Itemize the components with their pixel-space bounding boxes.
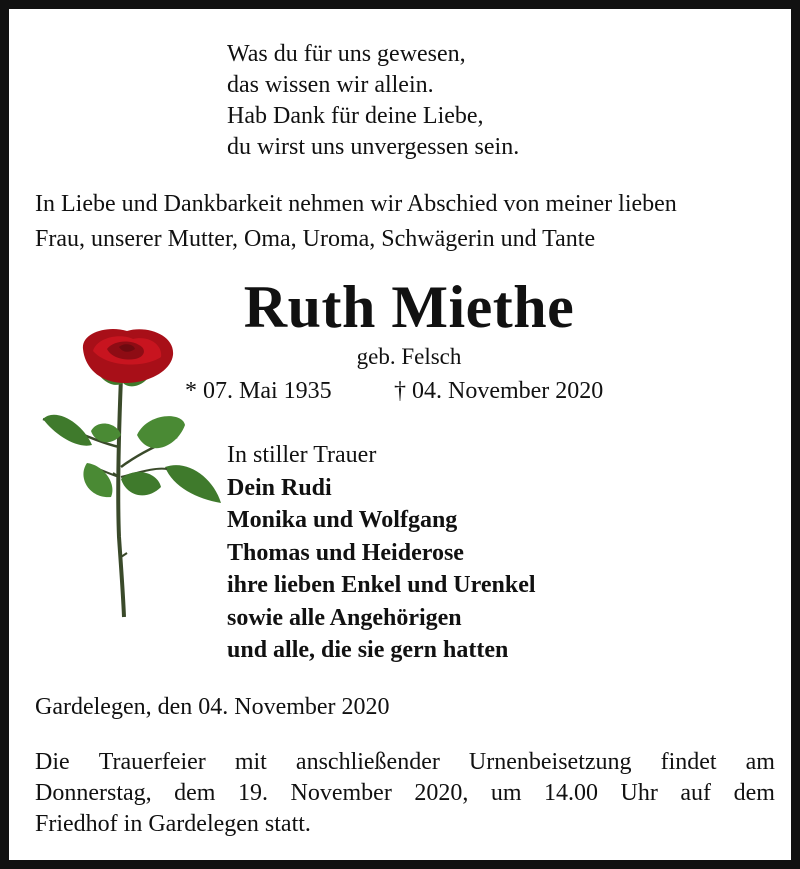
intro-line: In Liebe und Dankbarkeit nehmen wir Abschied von meiner lieben bbox=[35, 191, 677, 217]
funeral-line bbox=[35, 778, 775, 809]
poem-line: du wirst uns unvergessen sein. bbox=[227, 134, 520, 160]
funeral-word: um bbox=[490, 780, 522, 806]
funeral-word: auf bbox=[680, 780, 712, 806]
mourner-entry: ihre lieben Enkel und Urenkel bbox=[227, 572, 536, 598]
funeral-word: dem bbox=[174, 780, 216, 806]
funeral-word: Trauerfeier bbox=[98, 749, 206, 775]
intro-line: Frau, unserer Mutter, Oma, Uroma, Schwägerin und Tante bbox=[35, 226, 596, 252]
funeral-word: Urnenbeisetzung bbox=[468, 749, 632, 775]
mourners-list bbox=[227, 439, 536, 667]
funeral-word: November bbox=[290, 780, 392, 806]
funeral-word: Die bbox=[35, 749, 70, 775]
funeral-word: Donnerstag, bbox=[35, 780, 152, 806]
funeral-word: findet bbox=[660, 749, 717, 775]
mourner-entry: sowie alle Angehörigen bbox=[227, 604, 462, 631]
red-rose-icon bbox=[37, 327, 227, 619]
deceased-name: Ruth Miethe bbox=[243, 274, 575, 340]
funeral-word: anschließender bbox=[295, 749, 440, 775]
funeral-word: dem bbox=[733, 780, 775, 806]
memorial-poem bbox=[227, 39, 727, 163]
mourner-entry: Dein Rudi bbox=[227, 474, 332, 501]
funeral-line bbox=[35, 747, 775, 778]
poem-line: Was du für uns gewesen, bbox=[227, 41, 466, 67]
birth-date: * 07. Mai 1935 bbox=[185, 378, 332, 404]
funeral-word: 19. bbox=[238, 780, 268, 806]
funeral-word: Uhr bbox=[620, 780, 658, 806]
funeral-word: 14.00 bbox=[544, 780, 599, 806]
birth-name: geb. Felsch bbox=[356, 344, 462, 369]
funeral-announcement bbox=[35, 747, 775, 840]
mourner-entry: und alle, die sie gern hatten bbox=[227, 637, 509, 663]
farewell-intro bbox=[35, 187, 785, 257]
funeral-word: 2020, bbox=[414, 780, 469, 806]
funeral-word: mit bbox=[234, 749, 267, 775]
death-date: † 04. November 2020 bbox=[394, 378, 604, 404]
funeral-word: am bbox=[745, 749, 775, 775]
mourner-entry: Thomas und Heiderose bbox=[227, 539, 464, 566]
funeral-line: Friedhof in Gardelegen statt. bbox=[35, 811, 311, 837]
poem-line: Hab Dank für deine Liebe, bbox=[227, 103, 484, 129]
poem-line: das wissen wir allein. bbox=[227, 72, 434, 98]
place-and-date: Gardelegen, den 04. November 2020 bbox=[35, 694, 390, 720]
mourner-entry: Monika und Wolfgang bbox=[227, 507, 458, 533]
mourners-intro: In stiller Trauer bbox=[227, 442, 377, 468]
